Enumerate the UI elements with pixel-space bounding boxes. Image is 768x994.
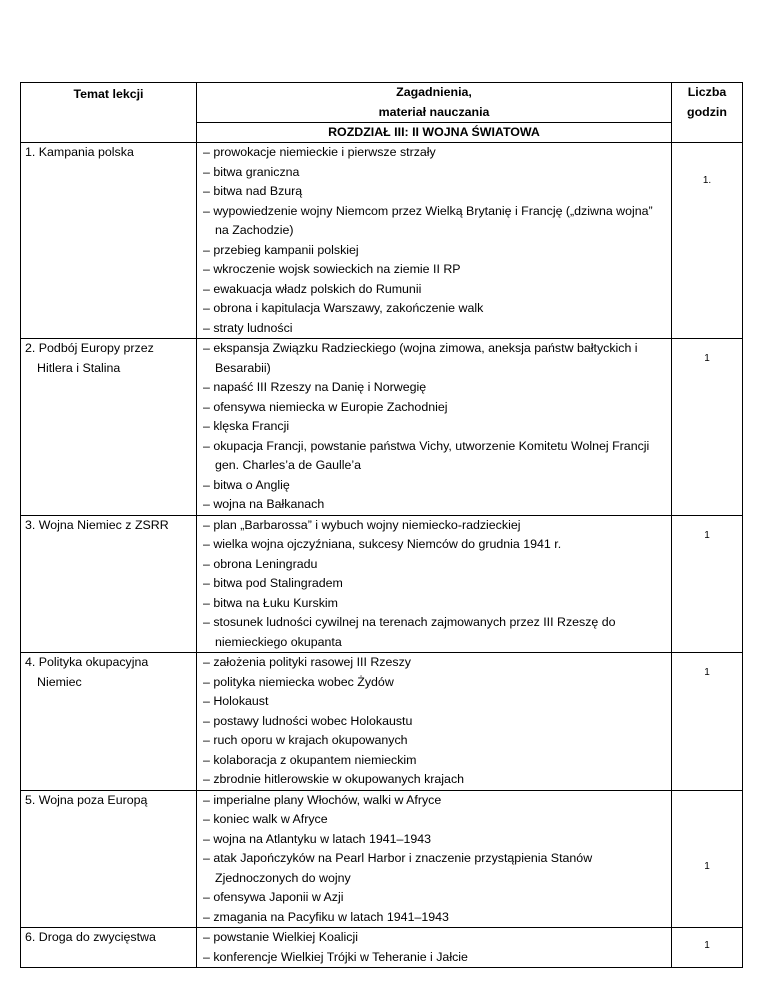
lesson-topic xyxy=(21,653,197,791)
issue-item: – atak Japończyków na Pearl Harbor i znaczenie przystąpienia Stanów Zjednoczonych do wojny xyxy=(203,851,593,885)
issue-item: – ruch oporu w krajach okupowanych xyxy=(203,733,408,747)
table-row xyxy=(21,515,743,653)
issue-item: – zbrodnie hitlerowskie w okupowanych krajach xyxy=(203,772,465,786)
table-row xyxy=(21,339,743,516)
lesson-topic xyxy=(21,790,197,928)
issue-item: – wojna na Atlantyku w latach 1941–1943 xyxy=(203,831,432,846)
lesson-topic-line1: 1. Kampania polska xyxy=(25,145,134,159)
lesson-topic-line2: Niemiec xyxy=(37,674,82,689)
lesson-topic-line1: 5. Wojna poza Europą xyxy=(25,792,148,807)
lesson-topic-line1: 4. Polityka okupacyjna xyxy=(25,655,149,669)
issue-item: – postawy ludności wobec Holokaustu xyxy=(203,713,413,728)
lesson-issues xyxy=(197,339,672,516)
issue-item: – wielka wojna ojczyźniana, sukcesy Niemców do grudnia 1941 r. xyxy=(203,537,562,551)
issue-item: – koniec walk w Afryce xyxy=(203,812,328,826)
lesson-hours-value: 1 xyxy=(704,529,710,541)
issue-item: – bitwa nad Bzurą xyxy=(203,184,303,198)
issue-item: – okupacja Francji, powstanie państwa Vichy, utworzenie Komitetu Wolnej Francji gen. Charles’a de Gaulle’a xyxy=(203,438,650,472)
table-row xyxy=(21,653,743,791)
lesson-topic-line1: 6. Droga do zwycięstwa xyxy=(25,930,156,944)
header-topic-label: Temat lekcji xyxy=(73,87,144,101)
header-issues xyxy=(197,83,672,123)
lesson-issues xyxy=(197,653,672,791)
lesson-hours xyxy=(672,515,743,653)
issue-item: – przebieg kampanii polskiej xyxy=(203,242,359,257)
lesson-issues xyxy=(197,143,672,339)
lesson-hours xyxy=(672,339,743,516)
issue-item: – bitwa graniczna xyxy=(203,164,300,179)
issue-item: – straty ludności xyxy=(203,320,293,335)
issue-item: – napaść III Rzeszy na Danię i Norwegię xyxy=(203,380,427,394)
table-row xyxy=(21,928,743,968)
lesson-issues xyxy=(197,790,672,928)
lesson-plan-table xyxy=(20,82,743,968)
lesson-topic xyxy=(21,143,197,339)
lesson-hours-value: 1 xyxy=(704,940,710,951)
chapter-title: ROZDZIAŁ III: II WOJNA ŚWIATOWA xyxy=(197,123,672,143)
table-row xyxy=(21,143,743,339)
header-hours-line2: godzin xyxy=(687,104,727,119)
issue-item: – wkroczenie wojsk sowieckich na ziemie II RP xyxy=(203,262,461,276)
lesson-topic-line1: 3. Wojna Niemiec z ZSRR xyxy=(25,517,169,532)
table-row xyxy=(21,790,743,928)
issue-item: – ofensywa Japonii w Azji xyxy=(203,890,344,904)
lesson-issues xyxy=(197,928,672,968)
issue-item: – bitwa o Anglię xyxy=(203,477,290,492)
issue-item: – obrona i kapitulacja Warszawy, zakończenie walk xyxy=(203,301,484,315)
header-issues-line1: Zagadnienia, xyxy=(396,85,472,99)
issue-item: – plan „Barbarossa” i wybuch wojny niemiecko-radzieckiej xyxy=(203,517,521,532)
lesson-hours-value: 1. xyxy=(702,175,712,186)
lesson-issues xyxy=(197,515,672,653)
lesson-topic-line2: Hitlera i Stalina xyxy=(37,360,121,375)
header-hours xyxy=(672,83,743,143)
lesson-topic xyxy=(21,515,197,653)
issue-item: – bitwa pod Stalingradem xyxy=(203,576,343,590)
issue-item: – ewakuacja władz polskich do Rumunii xyxy=(203,281,422,296)
issue-item: – wypowiedzenie wojny Niemcom przez Wielką Brytanię i Francję („dziwna wojna” na Zachodzie) xyxy=(203,203,653,237)
lesson-hours xyxy=(672,790,743,928)
issue-item: – klęska Francji xyxy=(203,419,290,433)
lesson-hours-value: 1 xyxy=(704,353,710,364)
issue-item: – ofensywa niemiecka w Europie Zachodniej xyxy=(203,399,448,414)
lesson-plan-page xyxy=(20,82,742,968)
issue-item: – imperialne plany Włochów, walki w Afryce xyxy=(203,792,442,807)
header-topic xyxy=(21,83,197,143)
issue-item: – założenia polityki rasowej III Rzeszy xyxy=(203,655,411,669)
table-body xyxy=(21,143,743,968)
issue-item: – bitwa na Łuku Kurskim xyxy=(203,595,338,610)
table-header-row xyxy=(21,83,743,123)
issue-item: – stosunek ludności cywilnej na terenach zajmowanych przez III Rzeszę do niemieckiego okupanta xyxy=(203,615,616,649)
lesson-topic xyxy=(21,339,197,516)
header-hours-line1: Liczba xyxy=(687,85,727,99)
issue-item: – zmagania na Pacyfiku w latach 1941–1943 xyxy=(203,909,449,924)
lesson-hours-value: 1 xyxy=(704,667,710,678)
issue-item: – kolaboracja z okupantem niemieckim xyxy=(203,752,417,767)
issue-item: – powstanie Wielkiej Koalicji xyxy=(203,930,358,944)
lesson-hours xyxy=(672,653,743,791)
issue-item: – Holokaust xyxy=(203,694,269,708)
lesson-hours xyxy=(672,143,743,339)
lesson-hours-value: 1 xyxy=(704,860,710,872)
lesson-hours xyxy=(672,928,743,968)
issue-item: – obrona Leningradu xyxy=(203,556,318,571)
issue-item: – wojna na Bałkanach xyxy=(203,497,325,511)
lesson-topic xyxy=(21,928,197,968)
header-issues-line2: materiał nauczania xyxy=(378,104,490,119)
issue-item: – prowokacje niemieckie i pierwsze strzały xyxy=(203,145,436,159)
issue-item: – polityka niemiecka wobec Żydów xyxy=(203,674,394,689)
issue-item: – konferencje Wielkiej Trójki w Teheranie i Jałcie xyxy=(203,949,468,964)
lesson-topic-line1: 2. Podbój Europy przez xyxy=(25,341,154,355)
issue-item: – ekspansja Związku Radzieckiego (wojna zimowa, aneksja państw bałtyckich i Besarabii) xyxy=(203,341,638,375)
